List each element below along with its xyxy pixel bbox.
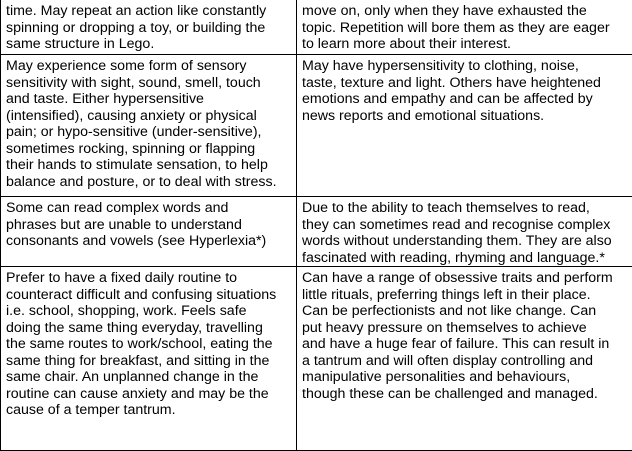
left-cell: [1, 197, 297, 267]
cell-text-line: manipulative personalities and behaviours,: [302, 369, 629, 386]
cell-text-line: to learn more about their interest.: [302, 36, 629, 53]
table-row: [1, 267, 632, 451]
table-row: [1, 197, 632, 267]
cell-text-line: topic. Repetition will bore them as they are eager: [302, 20, 629, 37]
table-body: [1, 0, 632, 451]
cell-text-line: doing the same thing everyday, travelling: [6, 320, 293, 337]
cell-text-line: May have hypersensitivity to clothing, noise,: [302, 58, 629, 75]
cell-text-line: and have a huge fear of failure. This can result in: [302, 336, 629, 353]
cell-text-line: taste, texture and light. Others have heightened: [302, 75, 629, 92]
cell-text-line: Due to the ability to teach themselves to read,: [302, 200, 629, 217]
cell-text-line: May experience some form of sensory: [6, 58, 293, 75]
table-row: [1, 55, 632, 197]
cell-text-line: though these can be challenged and managed.: [302, 386, 629, 403]
cell-text-line: words without understanding them. They are also: [302, 233, 629, 250]
cell-text-line: counteract difficult and confusing situations: [6, 287, 293, 304]
cell-text-line: routine can cause anxiety and may be the: [6, 386, 293, 403]
cell-text-line: emotions and empathy and can be affected by: [302, 91, 629, 108]
right-cell: [297, 0, 632, 55]
cell-text-line: sometimes rocking, spinning or flapping: [6, 141, 293, 158]
cell-text-line: little rituals, preferring things left in their place.: [302, 287, 629, 304]
cell-text-line: and taste. Either hypersensitive: [6, 91, 293, 108]
cell-text-line: time. May repeat an action like constantly: [6, 3, 293, 20]
right-cell: [297, 55, 632, 197]
cell-text-line: Prefer to have a fixed daily routine to: [6, 270, 293, 287]
cell-text-line: i.e. school, shopping, work. Feels safe: [6, 303, 293, 320]
cell-text-line: the same routes to work/school, eating the: [6, 336, 293, 353]
cell-text-line: a tantrum and will often display controlling and: [302, 353, 629, 370]
right-cell: [297, 197, 632, 267]
left-cell: [1, 0, 297, 55]
cell-text-line: news reports and emotional situations.: [302, 108, 629, 125]
cell-text-line: sensitivity with sight, sound, smell, touch: [6, 75, 293, 92]
cell-text-line: (intensified), causing anxiety or physical: [6, 108, 293, 125]
cell-text-line: their hands to stimulate sensation, to help: [6, 157, 293, 174]
cell-text-line: same thing for breakfast, and sitting in the: [6, 353, 293, 370]
cell-text-line: cause of a temper tantrum.: [6, 402, 293, 419]
cell-text-line: pain; or hypo-sensitive (under-sensitive),: [6, 124, 293, 141]
cell-text-line: phrases but are unable to understand: [6, 217, 293, 234]
cell-text-line: balance and posture, or to deal with stress.: [6, 174, 293, 191]
cell-text-line: Some can read complex words and: [6, 200, 293, 217]
cell-text-line: fascinated with reading, rhyming and language.*: [302, 250, 629, 267]
cell-text-line: they can sometimes read and recognise complex: [302, 217, 629, 234]
right-cell: [297, 267, 632, 451]
cell-text-line: put heavy pressure on themselves to achieve: [302, 320, 629, 337]
cell-text-line: Can be perfectionists and not like change. Can: [302, 303, 629, 320]
cell-text-line: consonants and vowels (see Hyperlexia*): [6, 233, 293, 250]
cell-text-line: Can have a range of obsessive traits and perform: [302, 270, 629, 287]
cell-text-line: same structure in Lego.: [6, 36, 293, 53]
table-row: [1, 0, 632, 55]
cell-text-line: move on, only when they have exhausted the: [302, 3, 629, 20]
left-cell: [1, 55, 297, 197]
left-cell: [1, 267, 297, 451]
cell-text-line: spinning or dropping a toy, or building the: [6, 20, 293, 37]
cell-text-line: same chair. An unplanned change in the: [6, 369, 293, 386]
